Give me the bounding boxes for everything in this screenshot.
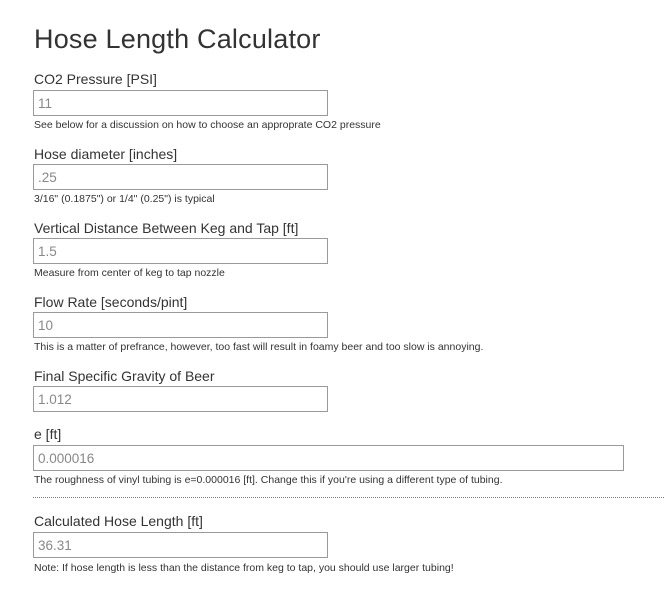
hose-length-label: Calculated Hose Length [ft] xyxy=(34,513,203,529)
flow-rate-label: Flow Rate [seconds/pint] xyxy=(34,294,188,310)
flow-rate-input[interactable] xyxy=(33,312,328,338)
roughness-label: e [ft] xyxy=(34,426,62,442)
flow-rate-help: This is a matter of prefrance, however, too fast will result in foamy beer and too slow is annoying. xyxy=(34,341,484,353)
hose-length-note: Note: If hose length is less than the distance from keg to tap, you should use larger tubing! xyxy=(34,562,454,574)
vertical-distance-help: Measure from center of keg to tap nozzle xyxy=(34,267,225,279)
section-divider xyxy=(33,497,664,498)
hose-diameter-label: Hose diameter [inches] xyxy=(34,146,178,162)
co2-pressure-input[interactable] xyxy=(33,90,328,116)
roughness-help: The roughness of vinyl tubing is e=0.000016 [ft]. Change this if you're using a different type of tubing. xyxy=(34,474,503,486)
specific-gravity-input[interactable] xyxy=(33,386,328,412)
hose-length-output[interactable] xyxy=(33,532,328,558)
vertical-distance-label: Vertical Distance Between Keg and Tap [ft] xyxy=(34,220,299,236)
page-title: Hose Length Calculator xyxy=(34,24,321,54)
roughness-input[interactable] xyxy=(33,445,624,471)
co2-pressure-label: CO2 Pressure [PSI] xyxy=(34,71,157,87)
vertical-distance-input[interactable] xyxy=(33,238,328,264)
specific-gravity-label: Final Specific Gravity of Beer xyxy=(34,368,215,384)
hose-diameter-input[interactable] xyxy=(33,164,328,190)
co2-pressure-help: See below for a discussion on how to choose an approprate CO2 pressure xyxy=(34,119,381,131)
hose-diameter-help: 3/16" (0.1875") or 1/4" (0.25") is typical xyxy=(34,193,215,205)
